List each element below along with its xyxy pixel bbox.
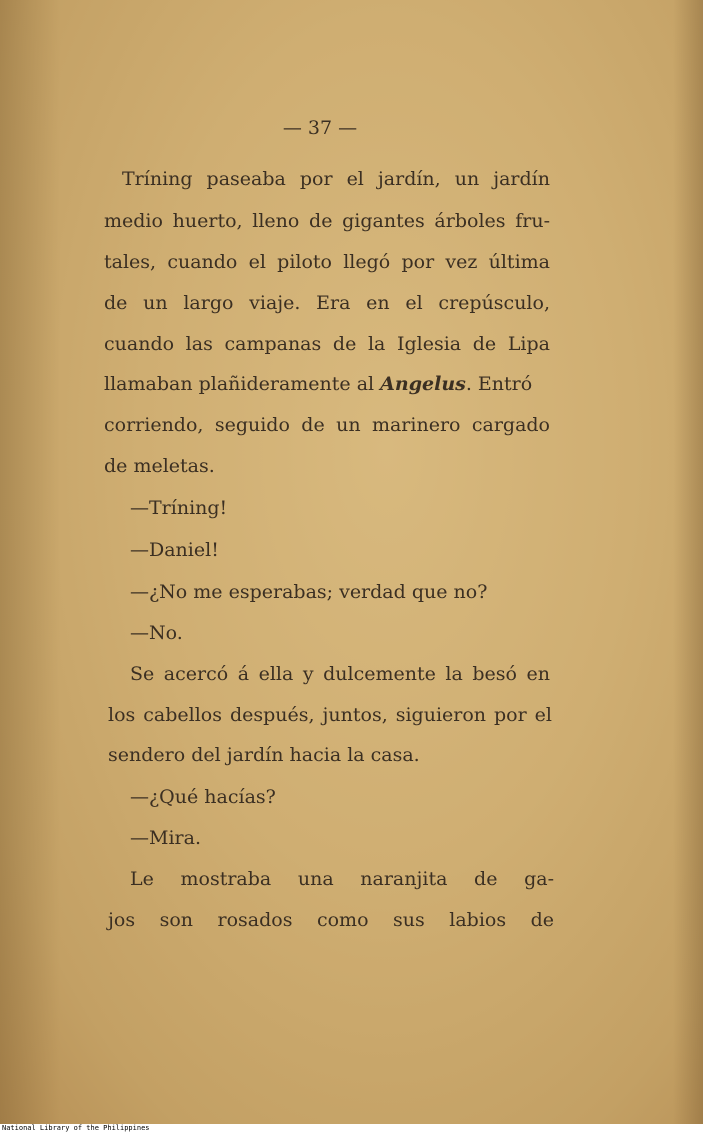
dialogue-line: —¿No me esperabas; verdad que no?: [130, 581, 488, 603]
page-number: — 37 —: [282, 117, 358, 139]
dialogue-line: —Tríning!: [130, 497, 228, 519]
text-line: de meletas.: [104, 455, 215, 477]
text-line: sendero del jardín hacia la casa.: [108, 744, 420, 766]
dialogue-line: —Mira.: [130, 827, 201, 849]
footer-credit: National Library of the Philippines: [2, 1124, 150, 1132]
text-line: Le mostraba una naranjita de ga-: [130, 868, 554, 890]
text-segment: . Entró: [465, 373, 533, 395]
text-line: jos son rosados como sus labios de: [108, 909, 554, 931]
text-line-angelus: [104, 371, 550, 397]
text-line: de un largo viaje. Era en el crepúsculo,: [104, 292, 550, 314]
italic-word-angelus: Angelus: [380, 373, 466, 395]
text-line: Tríning paseaba por el jardín, un jardín: [122, 168, 550, 190]
text-line: los cabellos después, juntos, siguieron por el: [108, 704, 552, 726]
text-line: corriendo, seguido de un marinero cargado: [104, 414, 550, 436]
text-segment: llamaban plañideramente al: [104, 373, 375, 395]
text-line: tales, cuando el piloto llegó por vez última: [104, 251, 550, 273]
text-line: Se acercó á ella y dulcemente la besó en: [130, 663, 550, 685]
text-line: medio huerto, lleno de gigantes árboles fru-: [104, 210, 550, 232]
footer-bar: [0, 1124, 703, 1133]
text-line: cuando las campanas de la Iglesia de Lipa: [104, 333, 550, 355]
dialogue-line: —Daniel!: [130, 539, 219, 561]
dialogue-line: —No.: [130, 622, 183, 644]
dialogue-line: —¿Qué hacías?: [130, 786, 276, 808]
